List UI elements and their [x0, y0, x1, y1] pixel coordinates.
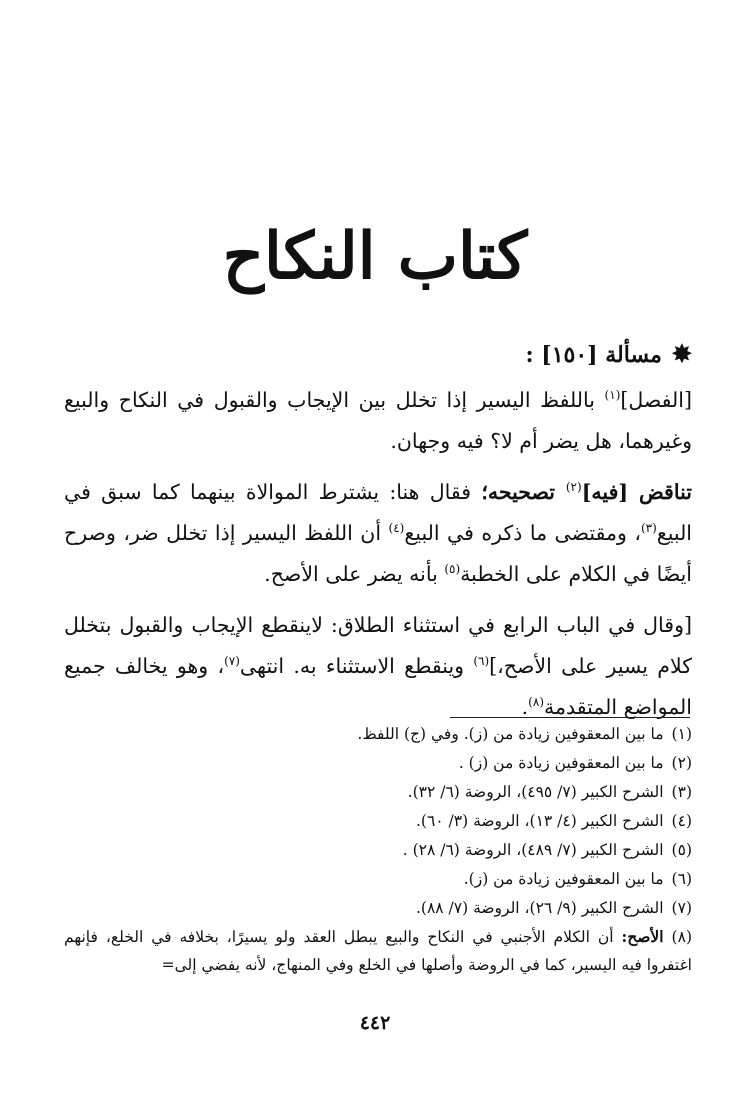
footnote-number: (٨): [671, 928, 692, 946]
footnote-text: الشرح الكبير (٩/ ٢٦)، الروضة (٧/ ٨٨).: [415, 899, 664, 917]
footnote-ref-8: (٨): [528, 695, 544, 710]
footnote-ref-5: (٥): [444, 562, 461, 577]
footnote-number: (٧): [671, 899, 692, 917]
footnote-text: الشرح الكبير (٤/ ١٣)، الروضة (٣/ ٦٠).: [415, 812, 664, 830]
footnote: [64, 894, 692, 923]
para1-text: باللفظ اليسير إذا تخلل بين الإيجاب والقبول في النكاح والبيع وغيرهما، هل يضر أم لا؟ فيه وجهان.: [64, 388, 692, 453]
para2-text-b: ، ومقتضى ما ذكره في البيع: [404, 521, 641, 545]
main-text: [64, 334, 692, 738]
masala-label: مسألة: [605, 342, 662, 368]
para1-bracket-text: [الفصل]: [620, 388, 692, 412]
footnote-8-text: أن الكلام الأجنبي في النكاح والبيع يبطل العقد ولو يسيرًا، بخلافه في الخلع، فإنهم اغتفروا فيه اليسير، كما في الروضة وأصلها في الخلع وفي المنهاج، لأنه يفضي إلى=: [64, 928, 692, 974]
footnote-number: (٣): [671, 783, 692, 801]
footnote: [64, 836, 692, 865]
footnote-ref-6: (٦): [473, 654, 490, 669]
footnote-ref-3: (٣): [640, 521, 657, 536]
footnote-text: ما بين المعقوفين زيادة من (ز) .: [458, 754, 664, 772]
footnote-number: (٦): [671, 870, 692, 888]
masala-number: [١٥٠]: [541, 342, 598, 368]
footnote: [64, 720, 692, 749]
footnote-text: ما بين المعقوفين زيادة من (ز).: [463, 870, 664, 888]
footnote-text: الشرح الكبير (٧/ ٤٨٩)، الروضة (٦/ ٢٨) .: [402, 841, 664, 859]
footnote-8: [64, 923, 692, 979]
footnote-text: الشرح الكبير (٧/ ٤٩٥)، الروضة (٦/ ٣٢).: [407, 783, 664, 801]
paragraph-1: [64, 380, 692, 462]
para2-text-c: أن اللفظ اليسير إذا تخلل ضر، وصرح أيضًا في الكلام على الخطبة: [64, 521, 692, 586]
footnote: [64, 807, 692, 836]
para2-text-a: فقال هنا: يشترط الموالاة بينهما كما سبق في البيع: [64, 480, 693, 545]
footnote-ref-4: (٤): [388, 521, 405, 536]
paragraph-2: [64, 472, 692, 595]
footnote-text: ما بين المعقوفين زيادة من (ز). وفي (ج) اللفظ.: [357, 725, 664, 743]
footnote-ref-7: (٧): [224, 654, 240, 669]
footnote-separator: [450, 717, 690, 718]
star-ornament-icon: ✸: [671, 339, 692, 368]
para3-text-d: .: [521, 695, 529, 719]
paragraph-3: [64, 605, 692, 728]
para3-text-a: [وقال في الباب الرابع في استثناء الطلاق: لاينقطع الإيجاب والقبول بتخلل كلام يسير على الأصح،]: [64, 613, 692, 678]
footnote-8-lead: الأصح:: [621, 927, 664, 946]
para2-text-d: بأنه يضر على الأصح.: [264, 562, 445, 586]
footnote-ref-2: (٢): [565, 480, 582, 495]
para2-lead-2: تصحيحه؛: [481, 480, 566, 504]
para3-text-b: وينقطع الاستثناء به. انتهى: [239, 654, 474, 678]
footnote-number: (٤): [671, 812, 692, 830]
page-number: ٤٤٢: [359, 1012, 391, 1034]
footnote-number: (٥): [671, 841, 692, 859]
masala-heading: [64, 334, 692, 374]
para3-text-c: ، وهو يخالف جميع المواضع المتقدمة: [64, 654, 692, 719]
para2-lead: تناقض [فيه]: [581, 480, 692, 504]
masala-colon: :: [525, 342, 534, 368]
footnote: [64, 865, 692, 894]
footnote: [64, 749, 692, 778]
footnote: [64, 778, 692, 807]
footnote-ref-1: (١): [604, 388, 621, 403]
footnote-number: (١): [671, 725, 692, 743]
chapter-title: كتاب النكاح: [222, 219, 528, 294]
footnote-number: (٢): [671, 754, 692, 772]
footnotes: [64, 720, 692, 979]
